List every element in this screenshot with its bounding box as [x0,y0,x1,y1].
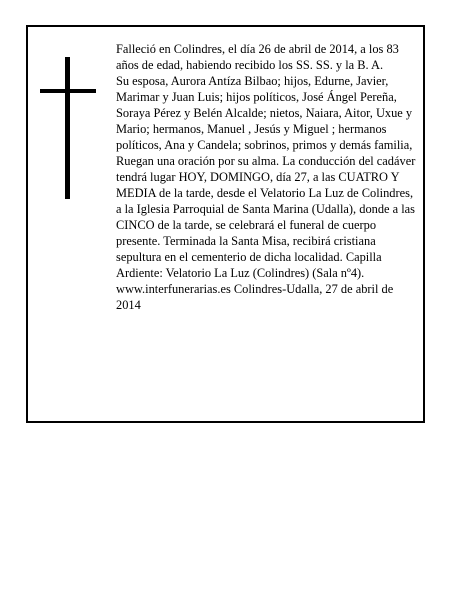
obituary-notice [26,25,425,423]
cross-vertical-bar [65,57,70,199]
notice-text [116,41,416,313]
cross-horizontal-bar [40,89,96,93]
notice-paragraph-death: Falleció en Colindres, el día 26 de abril de 2014, a los 83 años de edad, habiendo recibido los SS. SS. y la B. A. [116,42,399,72]
cross-icon [40,57,96,199]
notice-paragraph-family: Su esposa, Aurora Antíza Bilbao; hijos, Edurne, Javier, Marimar y Juan Luis; hijos políticos, José Ángel Pereña, Soraya Pérez y Belén Alcalde; nietos, Naiara, Aitor, Uxue y Mario; hermanos, Manuel , Jesús y Miguel ; hermanos políticos, Ana y Candela; sobrinos, primos y demás familia, [116,74,413,152]
notice-paragraph-funeral: Ruegan una oración por su alma. La conducción del cadáver tendrá lugar HOY, DOMINGO, día 27, a las CUATRO Y MEDIA de la tarde, desde el Velatorio La Luz de Colindres, a la Iglesia Parroquial de Santa Marina (Udalla), donde a las CINCO de la tarde, se celebrará el funeral de cuerpo presente. Terminada la Santa Misa, recibirá cristiana sepultura en el cementerio de dicha localidad. Capilla Ardiente: Velatorio La Luz (Colindres) (Sala nº4). [116,154,416,280]
notice-paragraph-source: www.interfunerarias.es Colindres-Udalla, 27 de abril de 2014 [116,282,394,312]
